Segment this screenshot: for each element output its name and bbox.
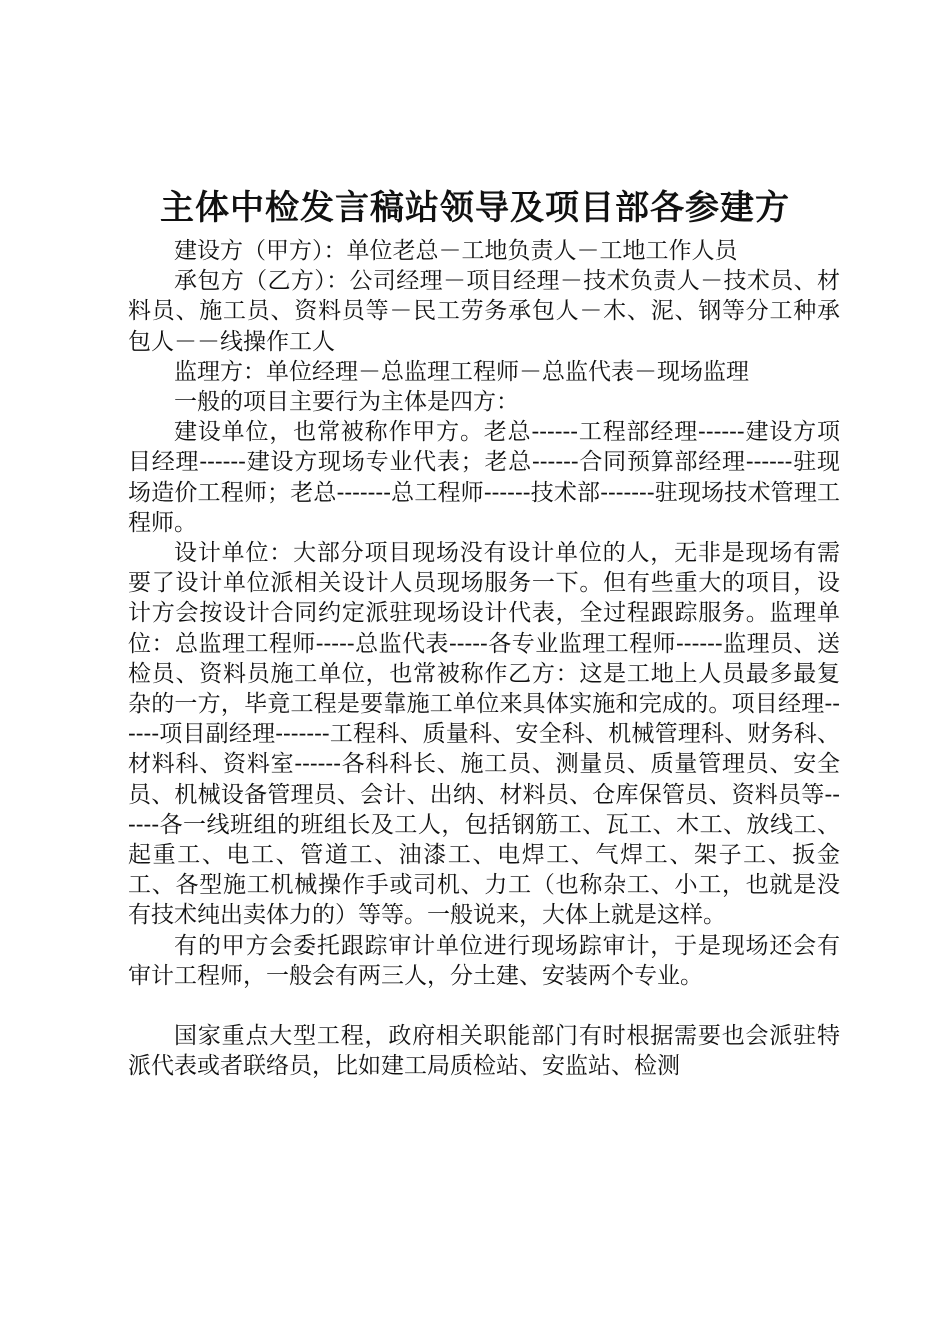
paragraph-four-parties: 一般的项目主要行为主体是四方：: [174, 389, 519, 416]
paragraph-party-b: 承包方（乙方）：公司经理－项目经理－技术负责人－技术员、材料员、施工员、资料员等－民工劳务承包人－木、泥、钢等分工种承包人－－线操作工人: [128, 268, 840, 355]
paragraph-construction-unit: 建设单位，也常被称作甲方。老总------工程部经理------建设方项目经理------建设方现场专业代表；老总------合同预算部经理------驻现场造价工程师；老总-------总工程师------技术部-------驻现场技术管理工程师。: [128, 419, 840, 536]
paragraph-supervisor: 监理方：单位经理－总监理工程师－总监代表－现场监理: [174, 358, 749, 385]
paragraph-design-unit: 设计单位：大部分项目现场没有设计单位的人，无非是现场有需要了设计单位派相关设计人员现场服务一下。但有些重大的项目，设计方会按设计合同约定派驻现场设计代表，全过程跟踪服务。监理单位：总监理工程师-----总监代表-----各专业监理工程师------监理员、送检员、资料员施工单位，也常被称作乙方：这是工地上人员最多最复杂的一方，毕竟工程是要靠施工单位来具体实施和完成的。项目经理------项目副经理-------工程科、质量科、安全科、机械管理科、财务科、材料科、资料室------各科科长、施工员、测量员、质量管理员、安全员、机械设备管理员、会计、出纳、材料员、仓库保管员、资料员等------各一线班组的班组长及工人，包括钢筋工、瓦工、木工、放线工、起重工、电工、管道工、油漆工、电焊工、气焊工、架子工、扳金工、各型施工机械操作手或司机、力工（也称杂工、小工，也就是没有技术纯出卖体力的）等等。一般说来，大体上就是这样。: [128, 540, 840, 929]
paragraph-audit: 有的甲方会委托跟踪审计单位进行现场踪审计，于是现场还会有审计工程师，一般会有两三人，分土建、安装两个专业。: [128, 932, 840, 989]
paragraph-party-a: 建设方（甲方）：单位老总－工地负责人－工地工作人员: [174, 238, 738, 264]
document-title: 主体中检发言稿站领导及项目部各参建方: [160, 188, 790, 228]
document-body: [128, 236, 840, 1081]
paragraph-national-projects: 国家重点大型工程，政府相关职能部门有时根据需要也会派驻特派代表或者联络员，比如建工局质检站、安监站、检测: [128, 1023, 840, 1080]
